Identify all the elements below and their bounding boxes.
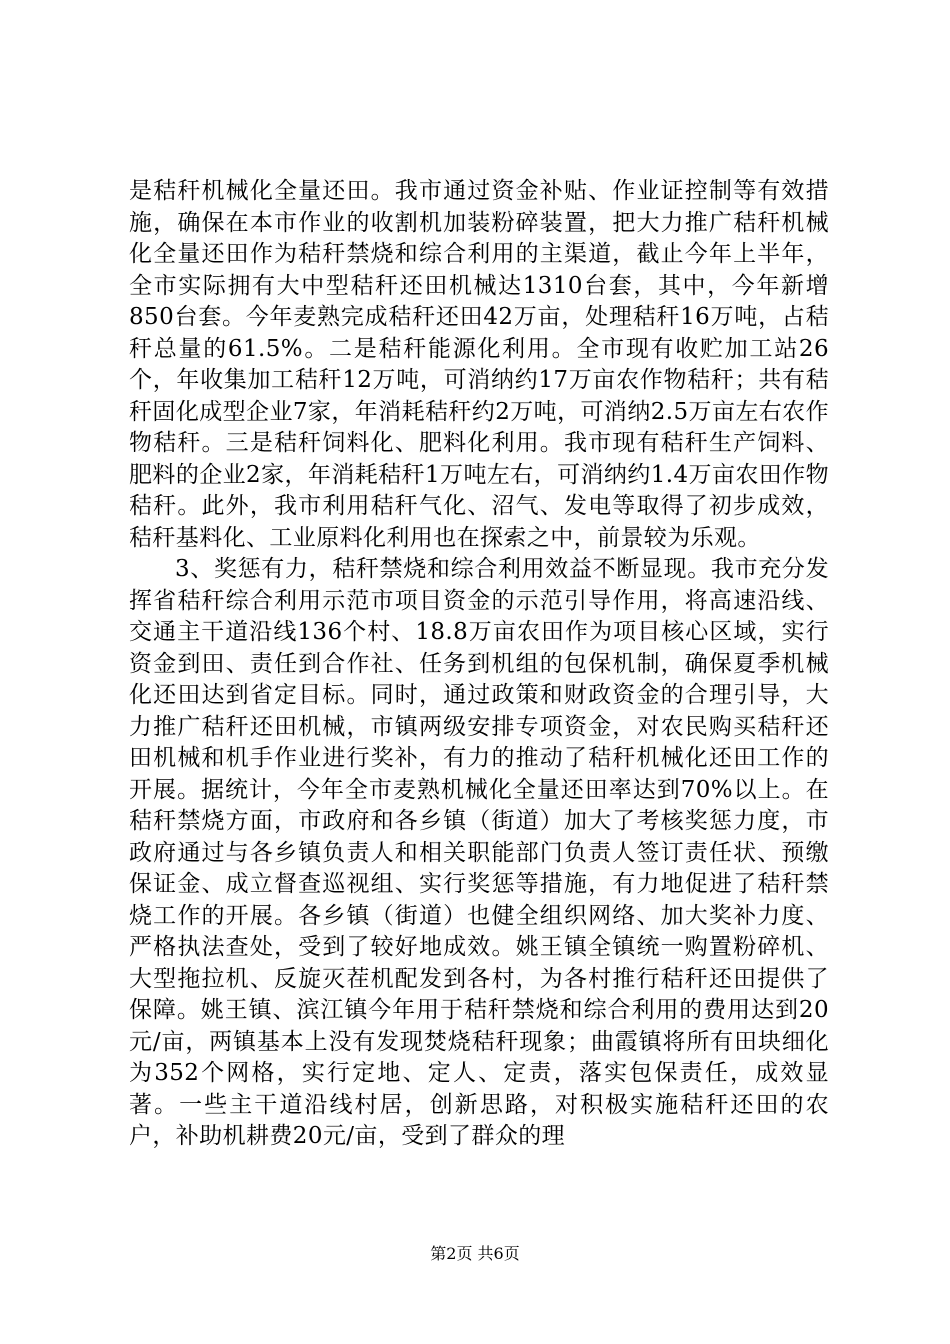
document-body [129,176,829,1153]
paragraph-1: 是秸秆机械化全量还田。我市通过资金补贴、作业证控制等有效措施，确保在本市作业的收割机加装粉碎装置，把大力推广秸秆机械化全量还田作为秸秆禁烧和综合利用的主渠道，截止今年上半年，全市实际拥有大中型秸秆还田机械达1310台套，其中，今年新增850台套。今年麦熟完成秸秆还田42万亩，处理秸秆16万吨，占秸秆总量的61.5%。二是秸秆能源化利用。全市现有收贮加工站26个，年收集加工秸秆12万吨，可消纳约17万亩农作物秸秆；共有秸秆固化成型企业7家，年消耗秸秆约2万吨，可消纳2.5万亩左右农作物秸秆。三是秸秆饲料化、肥料化利用。我市现有秸秆生产饲料、肥料的企业2家，年消耗秸秆1万吨左右，可消纳约1.4万亩农田作物秸秆。此外，我市利用秸秆气化、沼气、发电等取得了初步成效，秸秆基料化、工业原料化利用也在探索之中，前景较为乐观。 [129,178,829,551]
paragraph-2: 3、奖惩有力，秸秆禁烧和综合利用效益不断显现。我市充分发挥省秸秆综合利用示范市项目资金的示范引导作用，将高速沿线、交通主干道沿线136个村、18.8万亩农田作为项目核心区域，实行资金到田、责任到合作社、任务到机组的包保机制，确保夏季机械化还田达到省定目标。同时，通过政策和财政资金的合理引导，大力推广秸秆还田机械，市镇两级安排专项资金，对农民购买秸秆还田机械和机手作业进行奖补，有力的推动了秸秆机械化还田工作的开展。据统计，今年全市麦熟机械化全量还田率达到70%以上。在秸秆禁烧方面，市政府和各乡镇（街道）加大了考核奖惩力度，市政府通过与各乡镇负责人和相关职能部门负责人签订责任状、预缴保证金、成立督查巡视组、实行奖惩等措施，有力地促进了秸秆禁烧工作的开展。各乡镇（街道）也健全组织网络、加大奖补力度、严格执法查处，受到了较好地成效。姚王镇全镇统一购置粉碎机、大型拖拉机、反旋灭茬机配发到各村，为各村推行秸秆还田提供了保障。姚王镇、滨江镇今年用于秸秆禁烧和综合利用的费用达到20元/亩，两镇基本上没有发现焚烧秸秆现象；曲霞镇将所有田块细化为352个网格，实行定地、定人、定责，落实包保责任，成效显著。一些主干道沿线村居，创新思路，对积极实施秸秆还田的农户，补助机耕费20元/亩，受到了群众的理 [129,556,829,1149]
page-footer [0,1244,950,1264]
page-number-label: 第2页 共6页 [430,1244,520,1263]
